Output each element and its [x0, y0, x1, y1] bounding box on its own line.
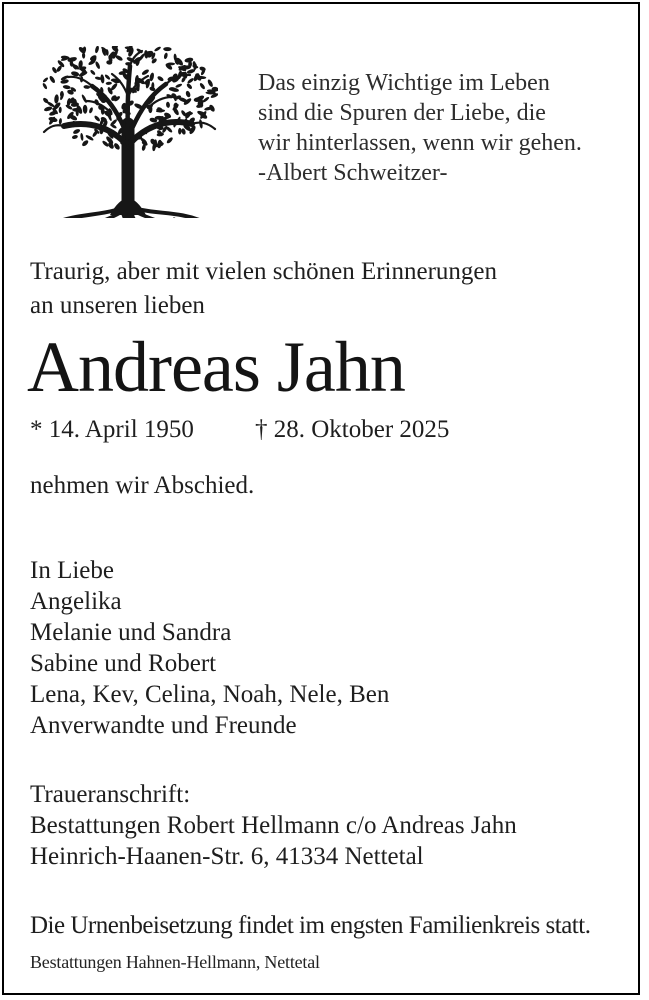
quote-line: sind die Spuren der Liebe, die	[258, 100, 546, 126]
condolence-label: Traueranschrift:	[30, 781, 191, 808]
tree-of-life-icon	[40, 46, 218, 218]
quote-block	[258, 68, 582, 188]
farewell-line: nehmen wir Abschied.	[30, 472, 255, 499]
condolence-line: Heinrich-Haanen-Str. 6, 41334 Nettetal	[30, 843, 424, 870]
quote-attribution: -Albert Schweitzer-	[258, 160, 448, 186]
condolence-line: Bestattungen Robert Hellmann c/o Andreas Jahn	[30, 812, 517, 839]
quote-line: wir hinterlassen, wenn wir gehen.	[258, 130, 582, 156]
mourner-line: Melanie und Sandra	[30, 619, 232, 646]
mourner-line: Anverwandte und Freunde	[30, 712, 297, 739]
funeral-home-credit: Bestattungen Hahnen-Hellmann, Nettetal	[30, 952, 320, 972]
life-dates	[30, 414, 450, 445]
mourner-line: Lena, Kev, Celina, Noah, Nele, Ben	[30, 681, 390, 708]
quote-line: Das einzig Wichtige im Leben	[258, 70, 550, 96]
funeral-note: Die Urnenbeisetzung findet im engsten Familienkreis statt.	[30, 912, 591, 939]
birth-date: * 14. April 1950	[30, 416, 194, 443]
intro-line: Traurig, aber mit vielen schönen Erinnerungen	[30, 258, 498, 285]
mourner-line: Sabine und Robert	[30, 650, 217, 677]
mourner-line: Angelika	[30, 588, 122, 615]
deceased-name: Andreas Jahn	[27, 327, 405, 407]
mourner-line: In Liebe	[30, 557, 114, 584]
intro-block	[30, 255, 497, 323]
intro-line: an unseren lieben	[30, 292, 205, 319]
death-date: † 28. Oktober 2025	[255, 416, 450, 443]
condolence-address	[30, 779, 517, 872]
mourners-list	[30, 555, 389, 741]
